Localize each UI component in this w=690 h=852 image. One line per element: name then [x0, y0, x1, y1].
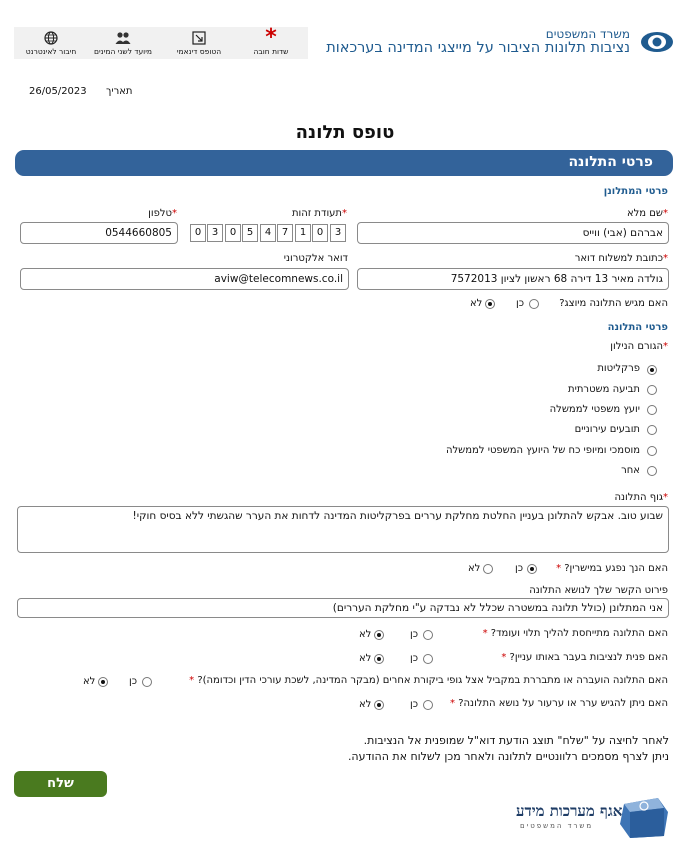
- body-label-other: אחר: [621, 465, 640, 476]
- full-name-input[interactable]: אברהם (אבי) ווייס: [357, 222, 669, 244]
- ministry-name: משרד המשפטים: [545, 27, 630, 41]
- appeal-label: האם ניתן להגיש ערר או ערעור על נושא התלונה? *: [450, 698, 668, 709]
- instruction-note-1: לאחר לחיצה על "שלח" תוצג הודעת דוא"ל שמופנית אל הנציבות.: [363, 734, 669, 747]
- toolbar-gender[interactable]: [88, 29, 158, 57]
- pending-yes-label: כן: [410, 629, 419, 640]
- toolbar-gender-label: מיועד לשני המינים: [94, 47, 152, 56]
- date-value: 26/05/2023: [29, 86, 87, 97]
- id-digit[interactable]: 3: [207, 224, 223, 242]
- toolbar-dynamic[interactable]: [164, 29, 234, 57]
- body-radio-legal-advisor[interactable]: [647, 405, 657, 415]
- id-digit[interactable]: 0: [190, 224, 206, 242]
- body-label-legal-advisor: יועץ משפטי לממשלה: [549, 404, 640, 415]
- pending-no-label: לא: [359, 629, 372, 640]
- email-label: דואר אלקטרוני: [283, 253, 348, 264]
- harmed-yes-radio[interactable]: [527, 564, 537, 574]
- section-header-bar: [15, 150, 673, 176]
- prior-yes-radio[interactable]: [423, 654, 433, 664]
- pending-label: האם התלונה מתייחסת להליך תלוי ועומד? *: [482, 628, 668, 639]
- other-bodies-no-label: לא: [83, 676, 96, 687]
- id-digit[interactable]: 5: [242, 224, 258, 242]
- other-bodies-label: האם התלונה הועברה או מתבררת במקביל אצל גופי ביקורת אחרים (מבקר המדינה, לשכת עורכי הדין וכדומה)? *: [189, 675, 668, 686]
- header-toolbar: [14, 27, 308, 59]
- appeal-no-label: לא: [359, 699, 372, 710]
- body-label: *הגורם הנילון: [610, 341, 668, 352]
- appeal-yes-radio[interactable]: [423, 700, 433, 710]
- other-bodies-yes-radio[interactable]: [142, 677, 152, 687]
- toolbar-required[interactable]: [236, 25, 306, 57]
- id-label: *תעודת זהות: [291, 208, 347, 219]
- toolbar-internet-label: חיבור לאינטרנט: [25, 47, 77, 56]
- instruction-note-2: ניתן לצרף מסמכים רלוונטיים לתלונה ולאחר מכן לשלוח את ההודעה.: [347, 750, 669, 763]
- represented-no-label: לא: [470, 298, 483, 309]
- body-radio-authorized[interactable]: [647, 446, 657, 456]
- body-radio-prosecution[interactable]: [647, 365, 657, 375]
- represented-no-radio[interactable]: [485, 299, 495, 309]
- harmed-no-radio[interactable]: [483, 564, 493, 574]
- globe-icon: [16, 31, 86, 45]
- it-division-logo-subtitle: משרד המשפטים: [520, 822, 594, 830]
- prior-no-label: לא: [359, 653, 372, 664]
- id-digit[interactable]: 0: [312, 224, 328, 242]
- body-radio-police[interactable]: [647, 385, 657, 395]
- id-digit[interactable]: 4: [260, 224, 276, 242]
- body-radio-municipal[interactable]: [647, 425, 657, 435]
- appeal-yes-label: כן: [410, 699, 419, 710]
- expand-icon: [164, 31, 234, 45]
- full-name-label: *שם מלא: [626, 208, 668, 219]
- prior-yes-label: כן: [410, 653, 419, 664]
- body-label-authorized: מוסמכי ומיופי כח של היועץ המשפטי לממשלה: [445, 445, 640, 456]
- id-digit[interactable]: 1: [295, 224, 311, 242]
- other-bodies-yes-label: כן: [129, 676, 138, 687]
- it-division-logo-icon: [618, 796, 670, 843]
- prior-no-radio[interactable]: [374, 654, 384, 664]
- id-digit[interactable]: 7: [277, 224, 293, 242]
- section-header-title: פרטי התלונה: [568, 154, 653, 170]
- relation-label: פירוט הקשר שלך לנושא התלונה: [529, 585, 668, 596]
- complaint-section-title: פרטי התלונה: [607, 322, 668, 333]
- id-digit[interactable]: 0: [225, 224, 241, 242]
- body-label-prosecution: פרקליטות: [597, 363, 640, 374]
- represented-yes-label: כן: [516, 298, 525, 309]
- address-label: *כתובת למשלוח דואר: [574, 253, 668, 264]
- complaint-text-area[interactable]: שבוע טוב. אבקש להתלונן בעניין החלטת מחלקת עררים בפרקליטות המדינה לדחות את הערר שהגשתי ללא בסיס חוקי!: [17, 506, 669, 553]
- phone-label: *טלפון: [148, 208, 177, 219]
- body-label-police: תביעה משטרתית: [568, 384, 640, 395]
- toolbar-required-label: שדות חובה: [253, 47, 289, 56]
- body-radio-other[interactable]: [647, 466, 657, 476]
- date-label: תאריך: [106, 86, 133, 97]
- represented-label: האם מגיש התלונה מיוצג?: [559, 298, 668, 309]
- address-input[interactable]: גולדה מאיר 13 דירה 68 ראשון לציון 7572013: [357, 268, 669, 290]
- harmed-label: האם הנך נפגע במישרין? *: [556, 563, 668, 574]
- toolbar-dynamic-label: הטופס דינאמי: [176, 47, 222, 56]
- appeal-no-radio[interactable]: [374, 700, 384, 710]
- phone-input[interactable]: 0544660805: [20, 222, 178, 244]
- send-button[interactable]: שלח: [14, 771, 107, 797]
- id-digit[interactable]: 3: [330, 224, 346, 242]
- pending-yes-radio[interactable]: [423, 630, 433, 640]
- harmed-no-label: לא: [468, 563, 481, 574]
- toolbar-internet[interactable]: [16, 29, 86, 57]
- body-label-municipal: תובעים עירוניים: [574, 424, 640, 435]
- represented-yes-radio[interactable]: [529, 299, 539, 309]
- asterisk-icon: *: [265, 25, 277, 50]
- people-icon: [88, 31, 158, 45]
- page-subtitle: נציבות תלונות הציבור על מייצגי המדינה בערכאות: [326, 40, 630, 56]
- ministry-logo-icon: [640, 31, 674, 53]
- complaint-text-label: *גוף התלונה: [614, 492, 668, 503]
- relation-input[interactable]: אני המתלונן (כולל תלונה במשטרה שכלל לא נבדקה ע"י מחלקת העררים): [17, 598, 669, 618]
- pending-no-radio[interactable]: [374, 630, 384, 640]
- form-title: טופס תלונה: [295, 122, 395, 143]
- email-input[interactable]: aviw@telecomnews.co.il: [20, 268, 349, 290]
- complainant-section-title: פרטי המתלונן: [603, 186, 668, 197]
- prior-label: האם פנית לנציבות בעבר באותו עניין? *: [501, 652, 668, 663]
- it-division-logo-title: אגף מערכות מידע: [516, 802, 623, 820]
- harmed-yes-label: כן: [515, 563, 524, 574]
- other-bodies-no-radio[interactable]: [98, 677, 108, 687]
